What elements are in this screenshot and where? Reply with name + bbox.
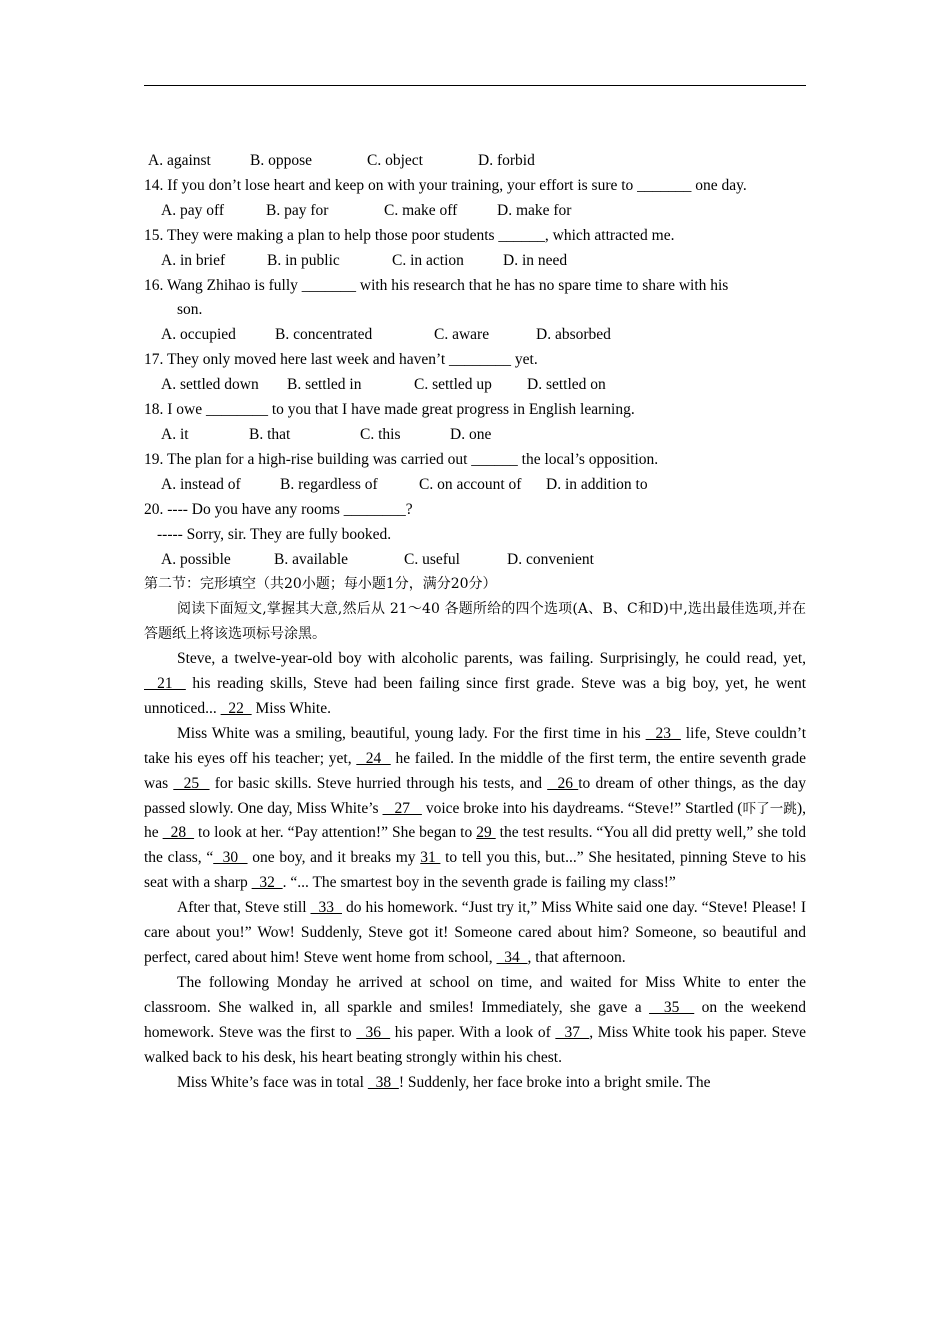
q19-option-b: B. regardless of	[280, 475, 378, 493]
q17-option-c: C. settled up	[414, 376, 492, 394]
blank-34: 34	[496, 949, 528, 966]
q15-stem: 15. They were making a plan to help those poor students ______, which attracted me.	[144, 226, 675, 244]
passage-text: Miss White’s face was in total	[177, 1073, 368, 1091]
q20-option-c: C. useful	[404, 550, 460, 568]
passage-text: After that, Steve still	[177, 899, 311, 917]
passage-text: to dream of other things, as the day passed slowly. One day, Miss White’s	[144, 774, 807, 817]
passage-paragraph-5	[144, 1071, 806, 1096]
q17-option-d: D. settled on	[527, 376, 606, 394]
passage-text: his paper. With a look of	[390, 1023, 556, 1041]
passage-text: life, Steve couldn’t take his eyes off his teacher; yet,	[144, 724, 807, 767]
q16-option-d: D. absorbed	[536, 326, 611, 344]
q17-option-a: A. settled down	[161, 376, 259, 394]
q20-reply: ----- Sorry, sir. They are fully booked.	[157, 525, 392, 543]
q19-option-a: A. instead of	[161, 475, 241, 493]
q14-options	[144, 199, 806, 224]
q15-option-d: D. in need	[503, 251, 568, 269]
q16-stem-continued: son.	[177, 301, 203, 319]
passage-text: do his homework. “Just try it,” Miss White said one day. “Steve! Please! I care about you!” Wow! Suddenly, Steve got it! Someone cared about him? Someone, so beautiful and perfect, cared about him! Steve went home from school,	[144, 899, 806, 966]
header-rule	[144, 85, 806, 86]
passage-text: to look at her. “Pay attention!” She began to	[194, 824, 477, 842]
passage-text: The following Monday he arrived at school on time, and waited for Miss White to enter the classroom. She walked in, all sparkle and smiles! Immediately, she gave a	[144, 973, 806, 1016]
q19-option-c: C. on account of	[419, 475, 522, 493]
section-heading: 第二节：完形填空（共20小题；每小题1分，满分20分）	[144, 576, 497, 593]
passage-text: Steve, a twelve-year-old boy with alcoholic parents, was failing. Surprisingly, he could read, yet,	[177, 650, 806, 668]
q15-option-b: B. in public	[267, 251, 340, 269]
q16-stem: 16. Wang Zhihao is fully _______ with his research that he has no spare time to share with his	[144, 276, 729, 294]
passage-text: voice broke into his daydreams. “Steve!” Startled (	[421, 799, 743, 817]
passage-text: to tell you this, but...” She hesitated, pinning Steve to his seat with a sharp	[144, 849, 806, 892]
q15-option-a: A. in brief	[161, 251, 226, 269]
passage-paragraph-1	[144, 647, 806, 722]
passage-paragraph-2	[144, 722, 806, 896]
q18-option-a: A. it	[161, 425, 189, 443]
section-instruction: 阅读下面短文,掌握其大意,然后从 21～40 各题所给的四个选项(A、B、C和D)中,选出最佳选项,并在答题纸上将该选项标号涂黑。	[144, 601, 806, 643]
blank-23: 23	[645, 724, 681, 742]
blank-25: 25	[173, 774, 210, 792]
q14-option-d: D. make for	[497, 201, 572, 219]
q16-option-a: A. occupied	[161, 326, 236, 344]
q18-option-c: C. this	[360, 425, 401, 443]
page-content	[144, 149, 806, 1095]
q14-stem: 14. If you don’t lose heart and keep on with your training, your effort is sure to _______ one day.	[144, 176, 747, 194]
q14-option-c: C. make off	[384, 201, 458, 219]
passage-text: on the weekend homework. Steve was the first to	[144, 998, 806, 1041]
blank-33: 33	[310, 899, 342, 917]
q20-stem: 20. ---- Do you have any rooms ________?	[144, 500, 413, 518]
blank-30: 30	[213, 849, 248, 867]
passage-text: Miss White was a smiling, beautiful, young lady. For the first time in his	[177, 724, 646, 742]
q20-option-b: B. available	[274, 550, 349, 568]
blank-24: 24	[356, 749, 391, 767]
passage-text: his reading skills, Steve had been failing since first grade. Steve was a big boy, yet, he went unnoticed...	[144, 675, 806, 717]
q18-stem: 18. I owe ________ to you that I have made great progress in English learning.	[144, 401, 635, 419]
blank-31: 31	[420, 849, 441, 867]
blank-28: 28	[162, 824, 195, 842]
passage-text: ), he	[144, 799, 807, 842]
passage-text: . “... The smartest boy in the seventh grade is failing my class!”	[282, 874, 676, 892]
q16-option-c: C. aware	[434, 326, 490, 344]
passage-text: Miss White.	[251, 699, 331, 717]
q17-stem: 17. They only moved here last week and haven’t ________ yet.	[144, 351, 538, 369]
passage-text: ! Suddenly, her face broke into a bright smile. The	[398, 1073, 711, 1091]
q13-options	[144, 149, 806, 174]
passage-text: one boy, and it breaks my	[247, 849, 421, 867]
q20-option-d: D. convenient	[507, 550, 594, 568]
passage-text: for basic skills. Steve hurried through his tests, and	[209, 774, 548, 792]
q13-option-b: B. oppose	[250, 152, 312, 169]
q15-option-c: C. in action	[392, 251, 464, 269]
passage-paragraph-3	[144, 896, 806, 971]
q17-option-b: B. settled in	[287, 376, 362, 394]
q17-options	[144, 373, 806, 398]
passage-text: , that afternoon.	[527, 949, 626, 966]
q18-option-b: B. that	[249, 425, 291, 443]
blank-27: 27	[382, 799, 422, 817]
blank-26: 26	[547, 774, 579, 792]
passage-paragraph-4	[144, 971, 806, 1071]
q19-options	[144, 473, 806, 498]
blank-29: 29	[476, 824, 496, 842]
q20-options	[144, 548, 806, 573]
q20-option-a: A. possible	[161, 550, 231, 568]
blank-32: 32	[251, 874, 283, 892]
q16-option-b: B. concentrated	[275, 326, 373, 344]
q16-options	[144, 323, 806, 348]
q19-option-d: D. in addition to	[546, 475, 648, 493]
passage-text: he failed. In the middle of the first term, the entire seventh grade was	[144, 749, 806, 792]
passage-text: the test results. “You all did pretty well,” she told the class, “	[144, 824, 807, 867]
q14-option-b: B. pay for	[266, 201, 329, 219]
blank-22: 22	[220, 699, 252, 717]
blank-21: 21	[144, 675, 186, 693]
q14-option-a: A. pay off	[161, 201, 224, 219]
blank-36: 36	[356, 1023, 391, 1041]
q15-options	[144, 249, 806, 274]
q18-options	[144, 423, 806, 448]
q13-option-a: A. against	[148, 152, 211, 169]
blank-35: 35	[649, 998, 695, 1016]
blank-37: 37	[555, 1023, 590, 1041]
q19-stem: 19. The plan for a high-rise building was carried out ______ the local’s opposition.	[144, 450, 659, 468]
chinese-gloss: 吓了一跳	[742, 800, 797, 817]
q18-option-d: D. one	[450, 425, 492, 443]
blank-38: 38	[367, 1073, 399, 1091]
q13-option-c: C. object	[367, 152, 423, 169]
q13-option-d: D. forbid	[478, 152, 535, 169]
passage-text: , Miss White took his paper. Steve walked back to his desk, his heart beating strongly within his chest.	[144, 1023, 807, 1066]
